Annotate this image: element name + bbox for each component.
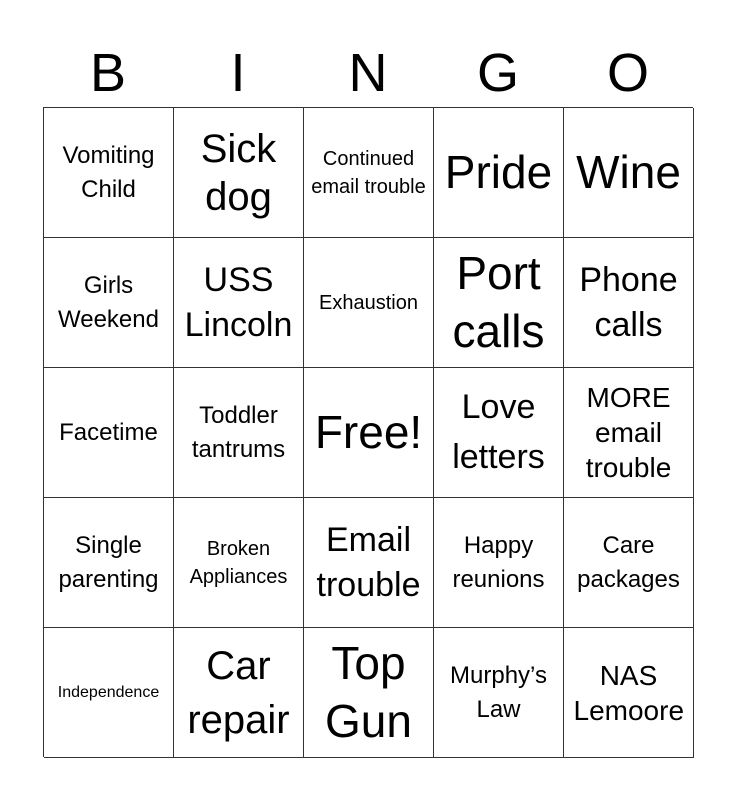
- cell-text: Top Gun: [325, 637, 412, 747]
- bingo-cell[interactable]: [564, 498, 694, 628]
- bingo-cell[interactable]: [174, 238, 304, 368]
- bingo-cell[interactable]: [44, 108, 174, 238]
- cell-text: Facetime: [59, 418, 158, 446]
- cell-text: Wine: [576, 145, 681, 198]
- cell-text: Sick dog: [200, 126, 277, 219]
- cell-text: Broken Appliances: [189, 537, 288, 588]
- bingo-cell[interactable]: [174, 498, 304, 628]
- cell-text: Exhaustion: [319, 291, 418, 314]
- cell-text: Love letters: [452, 388, 545, 476]
- cell-text: Happy reunions: [452, 531, 545, 593]
- bingo-cell[interactable]: [44, 498, 174, 628]
- header-letter-i: I: [230, 43, 246, 103]
- cell-text: USS Lincoln: [184, 261, 293, 344]
- cell-text: Email trouble: [316, 521, 421, 604]
- bingo-cell[interactable]: [564, 628, 694, 758]
- bingo-cell[interactable]: [174, 368, 304, 498]
- cell-text: MORE email trouble: [585, 382, 672, 483]
- bingo-cell[interactable]: [564, 368, 694, 498]
- bingo-cell[interactable]: [44, 238, 174, 368]
- bingo-cell[interactable]: [434, 498, 564, 628]
- bingo-cell[interactable]: [564, 108, 694, 238]
- cell-text: NAS Lemoore: [573, 659, 685, 726]
- bingo-cell[interactable]: [564, 238, 694, 368]
- bingo-cell[interactable]: [434, 628, 564, 758]
- bingo-cell[interactable]: [44, 368, 174, 498]
- header-letter-g: G: [476, 43, 519, 103]
- cell-text: Single parenting: [58, 531, 159, 593]
- cell-text: Toddler tantrums: [191, 401, 286, 463]
- cell-text: Murphy’s Law: [450, 661, 547, 723]
- cell-text: Free!: [314, 405, 423, 458]
- cell-text: Independence: [57, 683, 160, 701]
- cell-text: Car repair: [187, 643, 290, 742]
- bingo-cell[interactable]: [434, 238, 564, 368]
- bingo-cell[interactable]: [174, 108, 304, 238]
- cell-text: Pride: [444, 145, 553, 198]
- header-letter-b: B: [89, 43, 127, 103]
- cell-text: Girls Weekend: [58, 271, 159, 333]
- cell-text: Care packages: [577, 531, 680, 593]
- cell-text: Port calls: [452, 247, 545, 357]
- header-letter-o: O: [606, 43, 649, 103]
- cell-text: Vomiting Child: [62, 141, 155, 203]
- header-letter-n: N: [348, 43, 388, 103]
- bingo-cell[interactable]: [434, 368, 564, 498]
- bingo-cell[interactable]: [304, 368, 434, 498]
- cell-text: Phone calls: [579, 261, 678, 344]
- bingo-cell[interactable]: [304, 498, 434, 628]
- bingo-cell[interactable]: [44, 628, 174, 758]
- cell-text: Continued email trouble: [311, 147, 426, 198]
- bingo-cell[interactable]: [174, 628, 304, 758]
- bingo-cell[interactable]: [304, 628, 434, 758]
- bingo-cell[interactable]: [304, 108, 434, 238]
- bingo-cell[interactable]: [304, 238, 434, 368]
- bingo-header: [43, 40, 693, 106]
- bingo-board: [43, 107, 693, 757]
- bingo-cell[interactable]: [434, 108, 564, 238]
